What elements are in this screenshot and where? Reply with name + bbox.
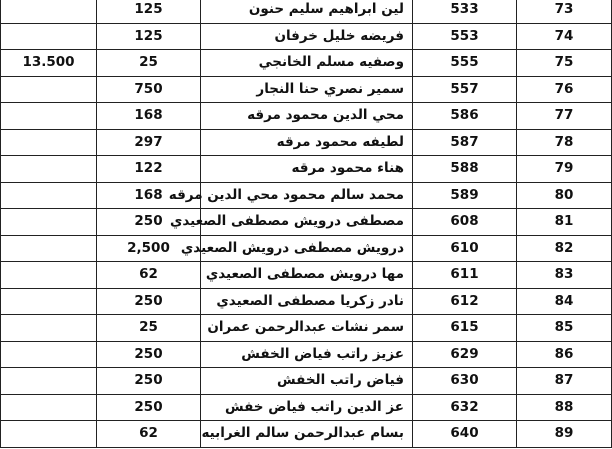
quantity-cell: 250 (97, 368, 201, 395)
quantity-cell: 62 (97, 262, 201, 289)
serial-number-cell: 79 (517, 156, 612, 183)
name-cell: نادر زكريا مصطفى الصعيدي (201, 288, 413, 315)
amount-cell (1, 182, 97, 209)
id-cell: 632 (413, 394, 517, 421)
quantity-cell: 250 (97, 341, 201, 368)
id-cell: 608 (413, 209, 517, 236)
quantity-cell: 250 (97, 209, 201, 236)
name-cell: سمير نصري حنا النجار (201, 76, 413, 103)
amount-cell (1, 23, 97, 50)
amount-cell (1, 156, 97, 183)
quantity-cell: 122 (97, 156, 201, 183)
id-cell: 640 (413, 421, 517, 448)
quantity-cell: 297 (97, 129, 201, 156)
table-body (1, 0, 612, 447)
serial-number-cell: 74 (517, 23, 612, 50)
amount-cell (1, 76, 97, 103)
quantity-cell: 2,500 (97, 235, 201, 262)
table-row (1, 182, 612, 209)
name-cell: لطيفه محمود مرقه (201, 129, 413, 156)
table-row (1, 394, 612, 421)
id-cell: 553 (413, 23, 517, 50)
table-row (1, 288, 612, 315)
id-cell: 555 (413, 50, 517, 77)
serial-number-cell: 81 (517, 209, 612, 236)
id-cell: 611 (413, 262, 517, 289)
table-row (1, 129, 612, 156)
quantity-cell: 250 (97, 288, 201, 315)
name-cell: فياض راتب الخفش (201, 368, 413, 395)
name-cell: سمر نشات عبدالرحمن عمران (201, 315, 413, 342)
name-cell: لين ابراهيم سليم حنون (201, 0, 413, 23)
table-row (1, 156, 612, 183)
table-row (1, 235, 612, 262)
amount-cell (1, 262, 97, 289)
name-cell: فريضه خليل خرفان (201, 23, 413, 50)
table-row (1, 76, 612, 103)
id-cell: 588 (413, 156, 517, 183)
name-cell: مها درويش مصطفى الصعيدي (201, 262, 413, 289)
name-cell: هناء محمود مرقه (201, 156, 413, 183)
name-cell: مصطفى درويش مصطفى الصعيدي (201, 209, 413, 236)
amount-cell (1, 129, 97, 156)
table-row (1, 50, 612, 77)
name-cell: محي الدين محمود مرقه (201, 103, 413, 130)
id-cell: 587 (413, 129, 517, 156)
table-row (1, 0, 612, 23)
serial-number-cell: 89 (517, 421, 612, 448)
amount-cell (1, 288, 97, 315)
amount-cell (1, 421, 97, 448)
serial-number-cell: 83 (517, 262, 612, 289)
table-row (1, 315, 612, 342)
amount-cell (1, 341, 97, 368)
serial-number-cell: 76 (517, 76, 612, 103)
amount-cell: 13.500 (1, 50, 97, 77)
serial-number-cell: 82 (517, 235, 612, 262)
quantity-cell: 125 (97, 23, 201, 50)
serial-number-cell: 87 (517, 368, 612, 395)
id-cell: 612 (413, 288, 517, 315)
id-cell: 615 (413, 315, 517, 342)
serial-number-cell: 86 (517, 341, 612, 368)
name-cell: محمد سالم محمود محي الدين مرقه (201, 182, 413, 209)
serial-number-cell: 75 (517, 50, 612, 77)
quantity-cell: 750 (97, 76, 201, 103)
id-cell: 629 (413, 341, 517, 368)
serial-number-cell: 78 (517, 129, 612, 156)
amount-cell (1, 394, 97, 421)
table-row (1, 341, 612, 368)
id-cell: 533 (413, 0, 517, 23)
quantity-cell: 125 (97, 0, 201, 23)
quantity-cell: 168 (97, 182, 201, 209)
name-cell: درويش مصطفى درويش الصعيدي (201, 235, 413, 262)
name-cell: وصفيه مسلم الخانجي (201, 50, 413, 77)
amount-cell (1, 315, 97, 342)
table-row (1, 23, 612, 50)
quantity-cell: 25 (97, 50, 201, 77)
id-cell: 557 (413, 76, 517, 103)
amount-cell (1, 103, 97, 130)
amount-cell (1, 0, 97, 23)
serial-number-cell: 88 (517, 394, 612, 421)
quantity-cell: 25 (97, 315, 201, 342)
serial-number-cell: 77 (517, 103, 612, 130)
quantity-cell: 62 (97, 421, 201, 448)
serial-number-cell: 80 (517, 182, 612, 209)
amount-cell (1, 368, 97, 395)
serial-number-cell: 84 (517, 288, 612, 315)
id-cell: 610 (413, 235, 517, 262)
serial-number-cell: 85 (517, 315, 612, 342)
table-row (1, 262, 612, 289)
id-cell: 630 (413, 368, 517, 395)
table-row (1, 368, 612, 395)
serial-number-cell: 73 (517, 0, 612, 23)
table-row (1, 209, 612, 236)
table-row (1, 103, 612, 130)
name-cell: عزيز راتب فياض الخفش (201, 341, 413, 368)
id-cell: 589 (413, 182, 517, 209)
quantity-cell: 250 (97, 394, 201, 421)
name-cell: عز الدين راتب فياض خفش (201, 394, 413, 421)
amount-cell (1, 235, 97, 262)
amount-cell (1, 209, 97, 236)
name-cell: بسام عبدالرحمن سالم الغرابيه (201, 421, 413, 448)
table-row (1, 421, 612, 448)
quantity-cell: 168 (97, 103, 201, 130)
id-cell: 586 (413, 103, 517, 130)
